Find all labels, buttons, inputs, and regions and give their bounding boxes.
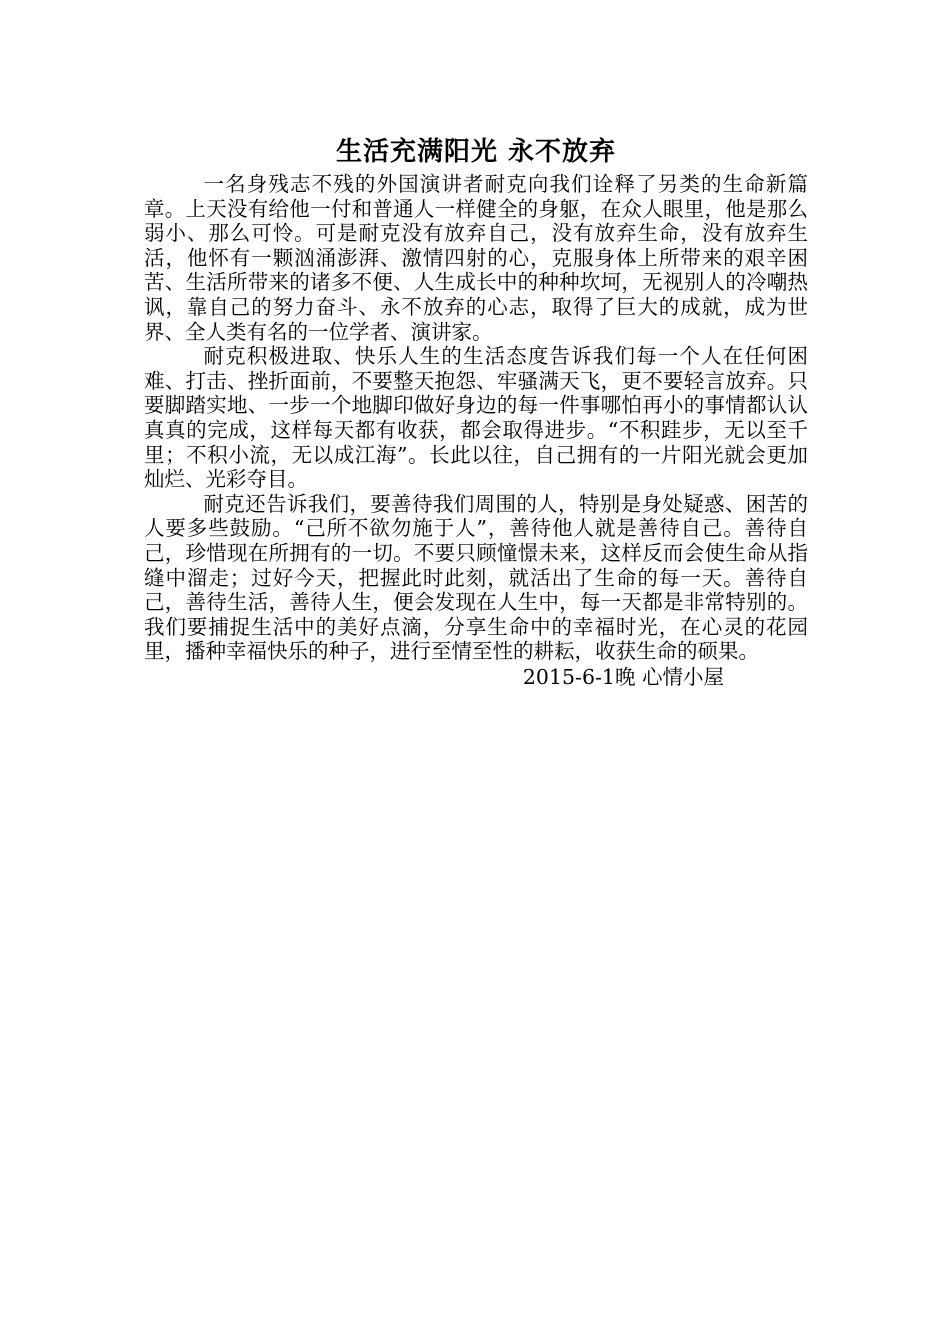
date-signature: 2015-6-1晚 心情小屋 [522,664,724,689]
article [144,136,808,690]
paragraph-2: 耐克积极进取、快乐人生的生活态度告诉我们每一个人在任何困难、打击、挫折面前，不要整天抱怨、牢骚满天飞，更不要轻言放弃。只要脚踏实地、一步一个地脚印做好身边的每一件事哪怕再小的事情都认认真真的完成，这样每天都有收获，都会取得进步。“不积跬步，无以至千里；不积小流，无以成江海”。长此以往，自己拥有的一片阳光就会更加灿烂、光彩夺目。 [144,344,808,492]
article-title: 生活充满阳光 永不放弃 [335,137,617,167]
paragraph-3: 耐克还告诉我们，要善待我们周围的人，特别是身处疑惑、困苦的人要多些鼓励。“己所不欲勿施于人”，善待他人就是善待自己。善待自己，珍惜现在所拥有的一切。不要只顾憧憬未来，这样反而会使生命从指缝中溜走；过好今天，把握此时此刻，就活出了生命的每一天。善待自己，善待生活，善待人生，便会发现在人生中，每一天都是非常特别的。我们要捕捉生活中的美好点滴，分享生命中的幸福时光，在心灵的花园里，播种幸福快乐的种子，进行至情至性的耕耘，收获生命的硕果。 [144,491,808,664]
paragraph-1: 一名身残志不残的外国演讲者耐克向我们诠释了另类的生命新篇章。上天没有给他一付和普通人一样健全的身躯，在众人眼里，他是那么弱小、那么可怜。可是耐克没有放弃自己，没有放弃生命，没有放弃生活，他怀有一颗汹涌澎湃、激情四射的心，克服身体上所带来的艰辛困苦、生活所带来的诸多不便、人生成长中的种种坎坷，无视别人的冷嘲热讽，靠自己的努力奋斗、永不放弃的心志，取得了巨大的成就，成为世界、全人类有名的一位学者、演讲家。 [144,172,808,344]
